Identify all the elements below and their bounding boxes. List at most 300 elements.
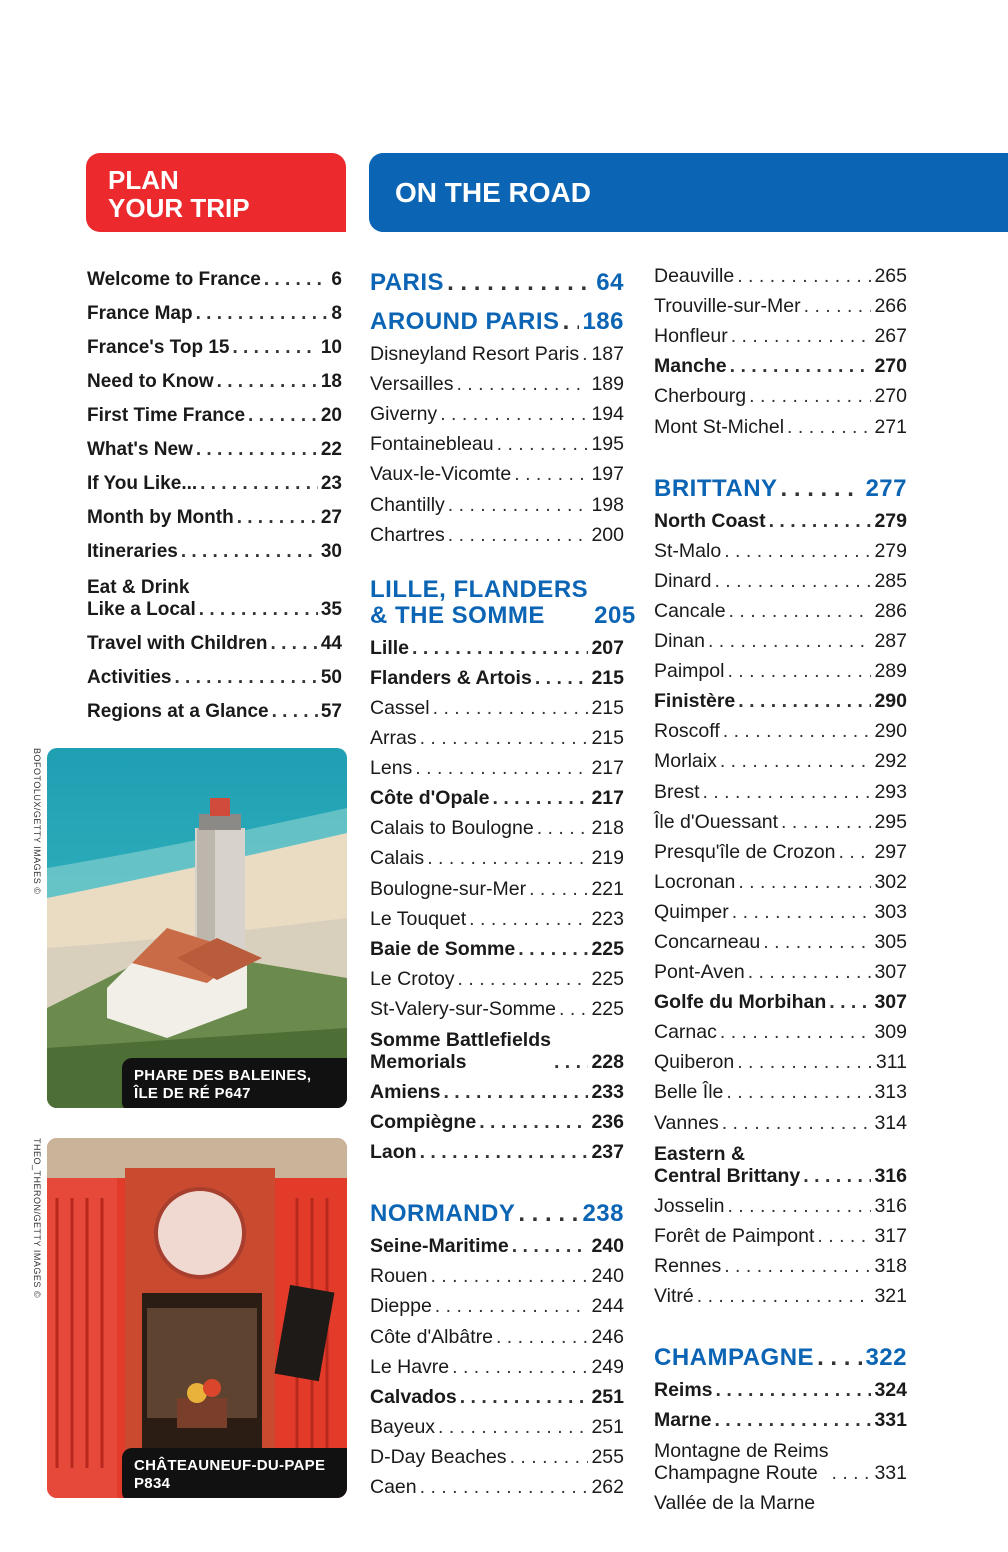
toc-entry[interactable] — [370, 485, 624, 515]
toc-entry-label: North Coast — [654, 509, 766, 532]
toc-entry[interactable] — [370, 869, 624, 899]
toc-page-number: 279 — [874, 509, 907, 532]
plan-header-line1: PLAN — [108, 165, 179, 195]
toc-entry[interactable] — [370, 1408, 624, 1438]
toc-page-number: 217 — [591, 787, 624, 810]
toc-page-number: 238 — [582, 1200, 624, 1228]
toc-entry[interactable] — [370, 395, 624, 425]
toc-entry[interactable] — [370, 930, 624, 960]
toc-section-heading[interactable] — [654, 1332, 907, 1371]
toc-leader-dots — [737, 1051, 873, 1073]
toc-entry-label: Côte d'Albâtre — [370, 1325, 493, 1348]
toc-entry[interactable] — [654, 1371, 907, 1401]
toc-entry[interactable] — [370, 1468, 624, 1498]
toc-leader-dots — [731, 325, 872, 347]
toc-page-number: 228 — [591, 1050, 624, 1073]
toc-leader-dots — [529, 878, 588, 900]
toc-entry[interactable] — [654, 1247, 907, 1277]
toc-entry[interactable] — [654, 562, 907, 592]
toc-page-number: 217 — [591, 757, 624, 780]
toc-entry-label: Cassel — [370, 696, 430, 719]
toc-page-number: 218 — [591, 817, 624, 840]
toc-entry-label: Mont St-Michel — [654, 415, 785, 438]
toc-page-number: 277 — [865, 474, 907, 502]
toc-entry-label: Vitré — [654, 1284, 694, 1307]
toc-entry-label-line2: Memorials — [370, 1050, 467, 1073]
toc-entry-label: Compiègne — [370, 1111, 477, 1134]
toc-page-number: 295 — [874, 810, 907, 833]
toc-page-number: 194 — [591, 403, 624, 426]
toc-entry-label: First Time France — [87, 405, 246, 426]
toc-leader-dots — [727, 660, 871, 682]
toc-leader-dots — [737, 265, 871, 287]
caption-2-line-2: P834 — [134, 1475, 171, 1492]
toc-entry-label: Brest — [654, 780, 700, 803]
toc-entry[interactable] — [87, 393, 342, 427]
toc-entry-label: Cherbourg — [654, 385, 747, 408]
toc-page-number: 324 — [874, 1379, 907, 1401]
toc-entry[interactable] — [370, 659, 624, 689]
toc-leader-dots — [729, 600, 872, 622]
toc-leader-dots — [447, 270, 593, 296]
photo-credit-2: THEO_THERON/GETTY IMAGES © — [32, 1138, 42, 1298]
photo-credit-1: BOFOTOLUX/GETTY IMAGES © — [32, 748, 42, 895]
toc-leader-dots — [430, 1265, 588, 1287]
toc-leader-dots — [443, 1081, 588, 1103]
toc-entry-label-line1: Somme Battlefields — [370, 1028, 551, 1051]
toc-entry-label: St-Valery-sur-Somme — [370, 997, 557, 1020]
toc-entry[interactable] — [370, 1348, 624, 1378]
toc-page-number: 279 — [874, 539, 907, 562]
toc-leader-dots — [769, 510, 872, 532]
toc-entry-label: Locronan — [654, 870, 736, 893]
toc-entry[interactable] — [654, 317, 907, 347]
toc-leader-dots — [493, 787, 589, 809]
toc-entry-label: Île d'Ouessant — [654, 810, 779, 833]
toc-leader-dots — [518, 938, 588, 960]
toc-entry[interactable] — [87, 427, 342, 461]
toc-section-heading[interactable] — [370, 296, 624, 335]
toc-page-number: 27 — [320, 507, 342, 528]
toc-entry-label: Josselin — [654, 1194, 725, 1217]
toc-entry[interactable] — [654, 377, 907, 407]
toc-leader-dots — [716, 1379, 872, 1401]
toc-entry[interactable] — [370, 809, 624, 839]
toc-leader-dots — [697, 1285, 872, 1307]
toc-entry[interactable] — [87, 655, 342, 689]
toc-entry[interactable] — [654, 347, 907, 377]
toc-entry[interactable] — [654, 833, 907, 863]
caption-1-line-1: PHARE DES BALEINES, — [134, 1067, 312, 1084]
toc-entry[interactable] — [654, 652, 907, 682]
toc-entry-label: Quiberon — [654, 1051, 735, 1074]
caption-2-line-1: CHÂTEAUNEUF-DU-PAPE — [134, 1457, 326, 1474]
toc-entry[interactable] — [370, 1227, 624, 1257]
toc-entry[interactable] — [370, 1020, 624, 1073]
toc-leader-dots — [460, 1386, 589, 1408]
toc-entry[interactable] — [654, 407, 907, 437]
photo-caption-1 — [122, 1058, 347, 1108]
toc-entry[interactable] — [370, 1103, 624, 1133]
toc-page-number: 246 — [591, 1325, 624, 1348]
toc-leader-dots — [803, 1165, 871, 1187]
toc-entry[interactable] — [87, 563, 342, 621]
toc-leader-dots — [748, 961, 872, 983]
toc-entry-label: If You Like... — [87, 473, 198, 494]
toc-entry-label: Flanders & Artois — [370, 666, 532, 689]
toc-page-number: 287 — [874, 630, 907, 653]
toc-entry-label — [370, 577, 588, 629]
toc-entry-label: Month by Month — [87, 507, 234, 528]
toc-leader-dots — [415, 757, 588, 779]
toc-entry[interactable] — [87, 529, 342, 563]
toc-entry-label: Calais — [370, 847, 425, 870]
toc-page-number: 237 — [591, 1141, 624, 1164]
toc-leader-dots — [440, 403, 588, 425]
toc-entry[interactable] — [654, 772, 907, 802]
toc-entry[interactable] — [87, 325, 342, 359]
toc-entry[interactable] — [370, 960, 624, 990]
toc-page-number: 322 — [865, 1343, 907, 1371]
toc-leader-dots — [535, 667, 589, 689]
toc-entry-label: Laon — [370, 1141, 417, 1164]
toc-entry[interactable] — [87, 257, 342, 291]
toc-page-number: 20 — [320, 405, 342, 426]
toc-entry[interactable] — [370, 1317, 624, 1347]
toc-page-number: 255 — [591, 1445, 624, 1468]
toc-page-number: 64 — [596, 269, 624, 296]
toc-entry[interactable] — [370, 335, 624, 365]
toc-leader-dots — [237, 507, 318, 529]
toc-entry[interactable] — [87, 495, 342, 529]
toc-entry[interactable] — [654, 1484, 907, 1514]
toc-entry[interactable] — [654, 1431, 907, 1484]
toc-page-number: 244 — [591, 1295, 624, 1318]
toc-leader-dots — [703, 781, 872, 803]
toc-page-number: 311 — [875, 1051, 907, 1074]
toc-page-number: 307 — [874, 961, 907, 984]
toc-entry[interactable] — [370, 990, 624, 1020]
toc-entry-label-line2: Like a Local — [87, 599, 196, 620]
toc-entry-label: Roscoff — [654, 720, 720, 743]
toc-entry[interactable] — [654, 742, 907, 772]
toc-entry[interactable] — [654, 953, 907, 983]
toc-entry[interactable] — [370, 749, 624, 779]
toc-leader-dots — [497, 433, 589, 455]
toc-entry[interactable] — [654, 803, 907, 833]
toc-entry-label: AROUND PARIS — [370, 308, 560, 335]
toc-page-number: 267 — [874, 325, 907, 348]
toc-entry-label: Lille — [370, 636, 410, 659]
toc-leader-dots — [456, 373, 588, 395]
toc-leader-dots — [738, 690, 871, 712]
toc-page-number: 205 — [594, 601, 636, 629]
toc-entry-label: Calais to Boulogne — [370, 817, 534, 840]
toc-page-number: 289 — [874, 660, 907, 683]
toc-entry-label-line2: & THE SOMME — [370, 601, 545, 629]
toc-leader-dots — [518, 1201, 579, 1227]
toc-leader-dots — [248, 405, 318, 427]
toc-entry-label: Manche — [654, 355, 727, 378]
toc-entry-label: Dieppe — [370, 1295, 432, 1318]
section-spacer — [370, 1163, 624, 1188]
toc-page-number: 219 — [591, 847, 624, 870]
toc-leader-dots — [781, 811, 871, 833]
toc-leader-dots — [458, 968, 589, 990]
toc-entry[interactable] — [654, 983, 907, 1013]
toc-leader-dots — [720, 750, 872, 772]
toc-entry[interactable] — [370, 365, 624, 395]
toc-entry[interactable] — [654, 863, 907, 893]
toc-entry-label: Lens — [370, 757, 413, 780]
toc-leader-dots — [537, 817, 589, 839]
toc-entry-label: Côte d'Opale — [370, 787, 490, 810]
toc-leader-dots — [427, 847, 588, 869]
toc-leader-dots — [181, 541, 318, 563]
section-spacer — [654, 438, 907, 463]
toc-entry-label: Seine-Maritime — [370, 1235, 509, 1258]
toc-entry-label: Rouen — [370, 1265, 428, 1288]
toc-page-number: 187 — [591, 343, 624, 366]
toc-entry[interactable] — [654, 532, 907, 562]
toc-entry[interactable] — [654, 923, 907, 953]
toc-leader-dots — [196, 439, 318, 461]
toc-entry-label: Morlaix — [654, 750, 717, 773]
toc-entry-label — [654, 1143, 800, 1187]
toc-page-number: 271 — [874, 415, 907, 438]
toc-section-heading[interactable] — [370, 571, 636, 629]
toc-page-number: 23 — [320, 473, 342, 494]
toc-entry[interactable] — [87, 689, 342, 723]
toc-entry-label: Reims — [654, 1379, 713, 1401]
toc-entry[interactable] — [370, 629, 624, 659]
toc-entry[interactable] — [654, 1043, 907, 1073]
toc-page-number: 189 — [591, 373, 624, 396]
toc-entry[interactable] — [654, 893, 907, 923]
toc-entry[interactable] — [654, 257, 907, 287]
toc-entry-label-line1: Eastern & — [654, 1142, 746, 1165]
toc-entry-label: Calvados — [370, 1385, 457, 1408]
toc-page-number: 292 — [874, 750, 907, 773]
toc-page-number: 317 — [874, 1224, 907, 1247]
shopfront-illustration — [47, 1138, 347, 1498]
toc-entry[interactable] — [370, 425, 624, 455]
toc-entry[interactable] — [370, 516, 624, 546]
toc-entry-label-line2: Champagne Route — [654, 1462, 818, 1485]
toc-leader-dots — [435, 1295, 589, 1317]
toc-entry-label: Dinan — [654, 630, 705, 653]
plan-header-line2: YOUR TRIP — [108, 193, 250, 223]
toc-entry-label: Finistère — [654, 690, 736, 713]
toc-page-number: 266 — [874, 295, 907, 318]
toc-page-number: 305 — [874, 930, 907, 953]
toc-leader-dots — [433, 697, 589, 719]
toc-leader-dots — [714, 1409, 871, 1431]
toc-leader-dots — [412, 637, 588, 659]
toc-entry[interactable] — [370, 719, 624, 749]
toc-leader-dots — [217, 371, 318, 393]
toc-page-number: 18 — [320, 371, 342, 392]
toc-entry[interactable] — [654, 592, 907, 622]
toc-entry[interactable] — [370, 689, 624, 719]
toc-entry[interactable] — [87, 621, 342, 655]
toc-entry[interactable] — [370, 1438, 624, 1468]
toc-page-number: 316 — [874, 1194, 907, 1217]
toc-page-number: 221 — [591, 877, 624, 900]
toc-entry[interactable] — [370, 779, 624, 809]
toc-page-number: 215 — [591, 696, 624, 719]
toc-leader-dots — [420, 1476, 589, 1498]
toc-entry[interactable] — [370, 1073, 624, 1103]
toc-entry-label: Presqu'île de Crozon — [654, 840, 836, 863]
toc-entry-label: Welcome to France — [87, 269, 261, 290]
toc-entry[interactable] — [87, 359, 342, 393]
toc-entry-label: Travel with Children — [87, 633, 268, 654]
toc-entry[interactable] — [654, 1073, 907, 1103]
toc-page-number: 8 — [331, 303, 342, 324]
toc-entry[interactable] — [654, 1013, 907, 1043]
toc-entry-label: Arras — [370, 727, 417, 750]
toc-page-number: 10 — [320, 337, 342, 358]
toc-page-number: 302 — [874, 870, 907, 893]
toc-leader-dots — [829, 991, 871, 1013]
toc-entry[interactable] — [87, 461, 342, 495]
toc-leader-dots — [438, 1416, 588, 1438]
toc-entry-label: Concarneau — [654, 930, 761, 953]
toc-entry[interactable] — [370, 900, 624, 930]
toc-entry[interactable] — [370, 1287, 624, 1317]
plan-your-trip-header — [86, 153, 346, 232]
toc-leader-dots — [730, 355, 872, 377]
toc-page-number: 200 — [591, 523, 624, 546]
toc-page-number: 270 — [874, 355, 907, 378]
toc-entry[interactable] — [654, 287, 907, 317]
toc-leader-dots — [420, 1141, 589, 1163]
toc-page-number: 290 — [874, 690, 907, 713]
toc-entry-label: Baie de Somme — [370, 937, 516, 960]
toc-leader-dots — [749, 385, 871, 407]
toc-entry[interactable] — [654, 1103, 907, 1133]
toc-page-number: 286 — [874, 599, 907, 622]
toc-section-heading[interactable] — [370, 1188, 624, 1227]
toc-entry-label: Rennes — [654, 1254, 722, 1277]
toc-entry[interactable] — [654, 682, 907, 712]
toc-entry[interactable] — [370, 1133, 624, 1163]
toc-leader-dots — [510, 1446, 589, 1468]
toc-page-number: 225 — [591, 997, 624, 1020]
toc-page-number: 331 — [874, 1462, 907, 1485]
toc-page-number: 316 — [874, 1164, 907, 1187]
toc-page-number: 215 — [591, 666, 624, 689]
toc-page-number: 251 — [591, 1385, 624, 1408]
toc-entry[interactable] — [654, 1134, 907, 1187]
toc-entry-label: CHAMPAGNE — [654, 1343, 815, 1371]
toc-page-number: 57 — [320, 701, 342, 722]
caption-1-line-2: ÎLE DE RÉ P647 — [134, 1085, 251, 1102]
toc-entry-label: Vaux-le-Vicomte — [370, 463, 512, 486]
toc-entry-label: Itineraries — [87, 541, 178, 562]
toc-entry[interactable] — [370, 839, 624, 869]
toc-entry-label: St-Malo — [654, 539, 722, 562]
toc-leader-dots — [469, 908, 588, 930]
toc-leader-dots — [199, 599, 318, 621]
toc-entry[interactable] — [654, 1401, 907, 1431]
toc-leader-dots — [839, 841, 872, 863]
toc-page-number: 318 — [874, 1254, 907, 1277]
toc-page-number: 35 — [320, 599, 342, 620]
toc-page-number: 249 — [591, 1355, 624, 1378]
toc-entry-label — [87, 577, 196, 621]
toc-page-number: 314 — [874, 1111, 907, 1134]
toc-page-number: 197 — [591, 463, 624, 486]
toc-leader-dots — [738, 871, 871, 893]
toc-entry-label: Disneyland Resort Paris — [370, 343, 580, 366]
toc-entry-label: Vannes — [654, 1111, 719, 1134]
toc-page-number: 270 — [874, 385, 907, 408]
toc-entry-label: Giverny — [370, 403, 438, 426]
toc-entry[interactable] — [87, 291, 342, 325]
toc-entry[interactable] — [654, 1277, 907, 1307]
toc-entry-label: Forêt de Paimpont — [654, 1224, 815, 1247]
toc-entry-label: Le Touquet — [370, 907, 467, 930]
toc-section-heading[interactable] — [370, 257, 624, 296]
on-the-road-column-1 — [370, 257, 636, 1498]
toc-entry-label: Trouville-sur-Mer — [654, 295, 801, 318]
toc-entry-label: Caen — [370, 1476, 417, 1498]
toc-page-number: 50 — [320, 667, 342, 688]
toc-leader-dots — [272, 701, 318, 723]
toc-page-number: 44 — [320, 633, 342, 654]
toc-entry-label — [654, 1440, 829, 1484]
toc-entry-label: Paimpol — [654, 660, 725, 683]
toc-entry-label: France Map — [87, 303, 193, 324]
toc-leader-dots — [448, 494, 589, 516]
toc-page-number: 240 — [591, 1235, 624, 1258]
toc-page-number: 198 — [591, 493, 624, 516]
toc-entry[interactable] — [654, 712, 907, 742]
toc-page-number: 321 — [874, 1284, 907, 1307]
toc-section-heading[interactable] — [654, 463, 907, 502]
toc-entry[interactable] — [370, 1257, 624, 1287]
toc-page-number: 313 — [874, 1081, 907, 1104]
toc-entry[interactable] — [654, 1187, 907, 1217]
toc-entry-label: Golfe du Morbihan — [654, 991, 827, 1014]
toc-entry[interactable] — [654, 622, 907, 652]
toc-entry-label: Pont-Aven — [654, 961, 745, 984]
toc-entry-label: Chartres — [370, 523, 445, 546]
toc-entry[interactable] — [370, 455, 624, 485]
toc-entry-label: France's Top 15 — [87, 337, 230, 358]
toc-leader-dots — [723, 720, 872, 742]
toc-entry[interactable] — [370, 1378, 624, 1408]
toc-leader-dots — [714, 570, 871, 592]
toc-entry[interactable] — [654, 502, 907, 532]
toc-entry-label: Need to Know — [87, 371, 214, 392]
toc-leader-dots — [763, 931, 871, 953]
toc-page-number: 186 — [582, 308, 624, 335]
toc-leader-dots — [452, 1356, 588, 1378]
toc-entry-label: Vallée de la Marne — [654, 1492, 816, 1515]
toc-entry-label: PARIS — [370, 269, 445, 296]
toc-entry-label: Dinard — [654, 569, 712, 592]
toc-page-number: 223 — [591, 907, 624, 930]
on-the-road-column-2 — [654, 257, 907, 1514]
photo-shopfront — [47, 1138, 347, 1498]
toc-page-number: 6 — [331, 269, 342, 290]
toc-leader-dots — [514, 463, 588, 485]
toc-entry-label: NORMANDY — [370, 1200, 516, 1228]
toc-entry[interactable] — [654, 1217, 907, 1247]
